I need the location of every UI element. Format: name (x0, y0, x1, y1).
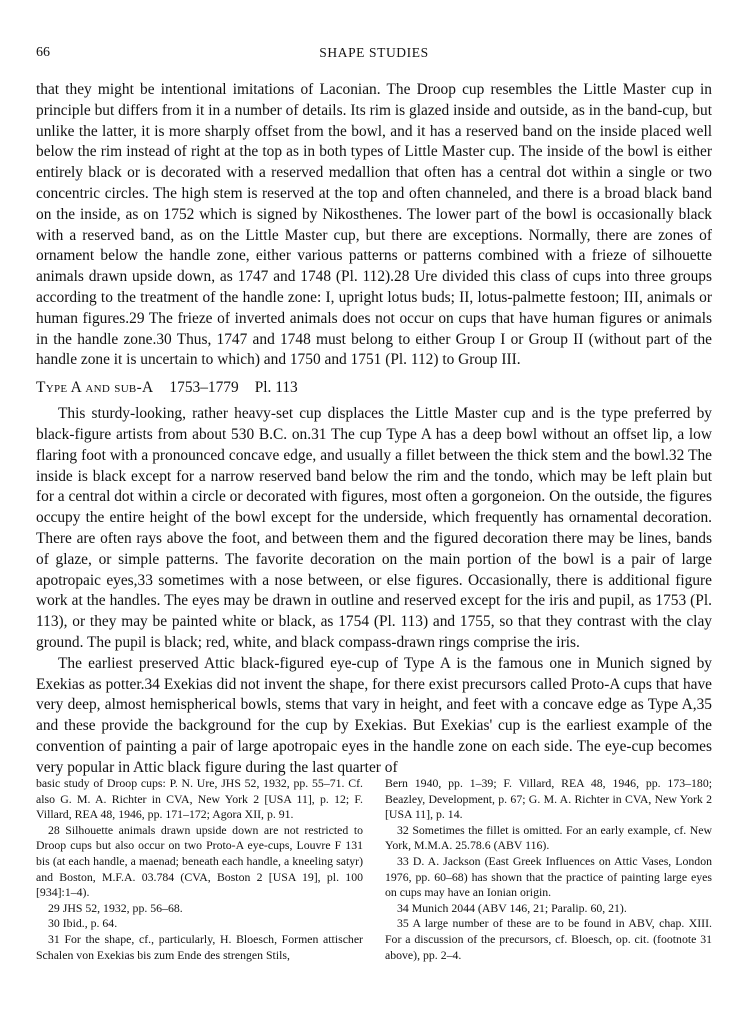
footnote: 31 For the shape, cf., particularly, H. Bloesch, Formen attischer Schalen von Exekias bis zum Ende des strengen Stils, (36, 931, 363, 962)
footnote: 35 A large number of these are to be found in ABV, chap. XIII. For a discussion of the precursors, cf. Bloesch, op. cit. (footnote 31 above), pp. 2–4. (385, 916, 712, 962)
footnote: 33 D. A. Jackson (East Greek Influences on Attic Vases, London 1976, pp. 60–68) has shown that the practice of painting large eyes on cups may have an Ionian origin. (385, 853, 712, 900)
footnote-column-right (385, 776, 712, 963)
footnote: 32 Sometimes the fillet is omitted. For an early example, cf. New York, M.M.A. 25.78.6 (ABV 116). (385, 822, 712, 853)
page-number: 66 (36, 45, 50, 60)
footnote: basic study of Droop cups: P. N. Ure, JHS 52, 1932, pp. 55–71. Cf. also G. M. A. Richter in CVA, New York 2 [USA 11], p. 12; F. Villard, REA 48, 1946, pp. 171–172; Agora XII, p. 91. (36, 776, 363, 822)
section-heading (36, 377, 712, 398)
footnote-column-left (36, 776, 363, 963)
section-title: Type A and sub-A (36, 379, 154, 397)
footnote: 30 Ibid., p. 64. (48, 916, 118, 931)
footnote: 28 Silhouette animals drawn upside down are not restricted to Droop cups but also occur on two Proto-A eye-cups, Louvre F 131 bis (at each handle, a maenad; beneath each handle, a kneeling satyr) and Boston, M.F.A. 03.784 (CVA, Boston 2 [USA 19], pl. 100 [934]:1–4). (36, 822, 363, 900)
footnote: 29 JHS 52, 1932, pp. 56–68. (48, 900, 183, 915)
footnote: 34 Munich 2044 (ABV 146, 21; Paralip. 60, 21). (397, 900, 627, 915)
running-title: SHAPE STUDIES (319, 45, 429, 60)
paragraph-eye-cup: The earliest preserved Attic black-figured eye-cup of Type A is the famous one in Munich signed by Exekias as potter.34 Exekias did not invent the shape, for there exist precursors called Proto-A cups that have very deep, almost hemispherical bowls, stems that vary in height, and feet with a concave edge as Type A,35 and these provide the background for the cup by Exekias. But Exekias' cup is the earliest example of the convention of painting a pair of large apotropaic eyes in the handle zone on each side. The eye-cup becomes very popular in Attic black figure during the last quarter of (36, 654, 712, 776)
page-header (36, 45, 712, 67)
main-text (36, 80, 712, 779)
footnote: Bern 1940, pp. 1–39; F. Villard, REA 48, 1946, pp. 173–180; Beazley, Development, p. 67; G. M. A. Richter in CVA, New York 2 [USA 11], p. 14. (385, 776, 712, 822)
section-catalogue-range: 1753–1779 (169, 379, 239, 397)
paragraph-type-a: This sturdy-looking, rather heavy-set cup displaces the Little Master cup and is the type preferred by black-figure artists from about 530 B.C. on.31 The cup Type A has a deep bowl without an offset lip, a low flaring foot with a pronounced concave edge, and usually a fillet between the thick stem and the bowl.32 The inside is black except for a narrow reserved band below the rim and the tondo, which may be left plain but for a central dot within a circle or decorated with figures, most often a gorgoneion. On the outside, the figures occupy the entire height of the bowl except for the underside, which frequently has ornamental decoration. There are often rays above the foot, and between them and the figured decoration there may be lines, bands of glaze, or simple patterns. The favorite decoration on the main portion of the bowl is a pair of large apotropaic eyes,33 sometimes with a nose between, or else figures. Occasionally, there is additional figure work at the handles. The eyes may be drawn in outline and reserved except for the iris and pupil, as 1753 (Pl. 113), or they may be painted white or black, as 1754 (Pl. 113) and 1755, so that they contrast with the clay ground. The pupil is black; red, white, and black compass-drawn rings comprise the iris. (36, 405, 712, 651)
paragraph-droop-cup: that they might be intentional imitations of Laconian. The Droop cup resembles the Little Master cup in principle but differs from it in a number of details. Its rim is glazed inside and outside, as in the band-cup, but unlike the latter, it is more sharply offset from the bowl, and it has a reserved band on the inside placed well below the rim instead of right at the top as in both types of Little Master cup. The inside of the bowl is either entirely black or is decorated with a reserved medallion that often has a central dot within a single or two concentric circles. The high stem is reserved at the top and often channeled, and there is a broad black band on the inside, as on 1752 which is signed by Nikosthenes. The lower part of the bowl is occasionally black with a reserved band, as on the Little Master cup, but there are exceptions. Normally, there are zones of ornament below the handle zone, either various patterns or patterns combined with a frieze of silhouette animals drawn upside down, as 1747 and 1748 (Pl. 112).28 Ure divided this class of cups into three groups according to the treatment of the handle zone: I, upright lotus buds; II, lotus-palmette festoon; III, animals or human figures.29 The frieze of inverted animals does not occur on cups that have human figures or animals in the handle zone.30 Thus, 1747 and 1748 must belong to either Group I or Group II (without part of the handle zone it is uncertain to which) and 1750 and 1751 (Pl. 112) to Group III. (36, 81, 712, 369)
section-plate: Pl. 113 (254, 379, 298, 397)
footnotes (36, 776, 712, 963)
